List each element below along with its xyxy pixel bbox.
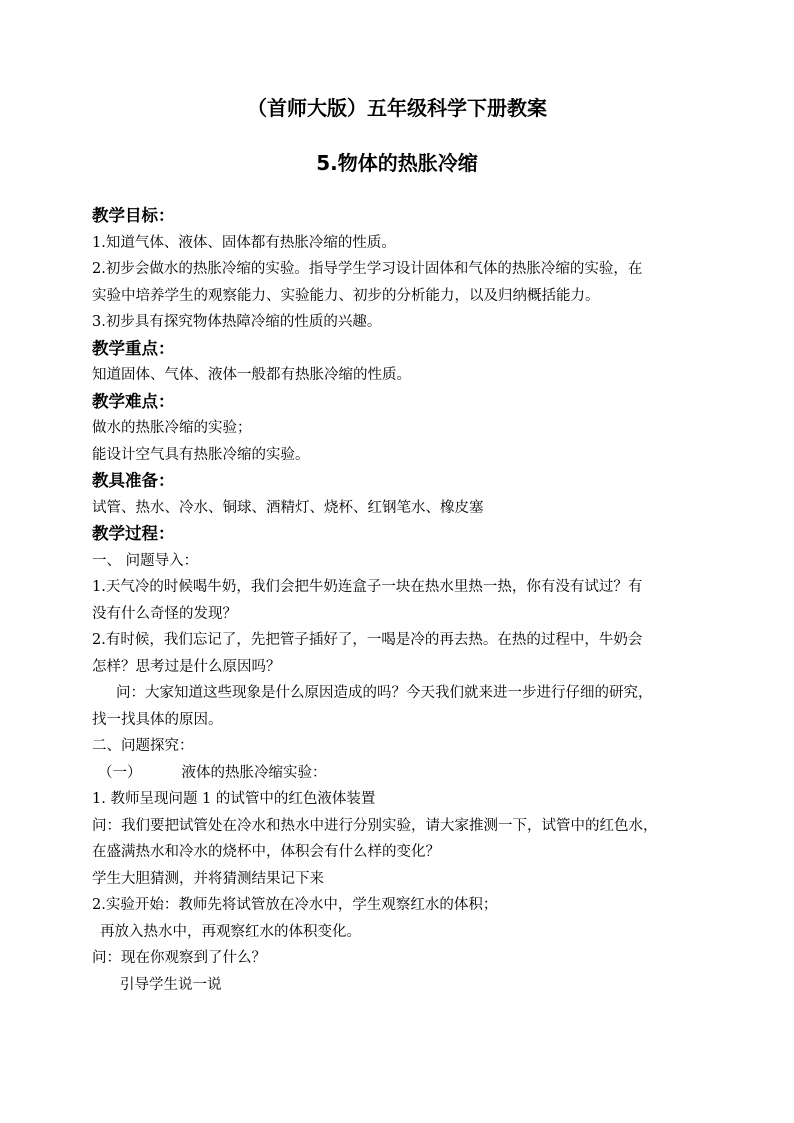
intro-line-2: 没有什么奇怪的发现？ <box>92 605 237 622</box>
process-heading: 教学过程： <box>92 524 175 543</box>
question-line-2: 找一找具体的原因。 <box>92 711 223 728</box>
question-line-1: 问：大家知道这些现象是什么原因造成的吗？今天我们就来进一步进行仔细的研究， <box>116 685 653 701</box>
step-1-line-1: 问：我们要把试管处在冷水和热水中进行分别实验，请大家推测一下，试管中的红色水， <box>92 817 658 834</box>
goal-line-2: 2.初步会做水的热胀冷缩的实验。指导学生学习设计固体和气体的热胀冷缩的实验，在 <box>92 261 643 277</box>
ask-line: 问：现在你观察到了什么？ <box>92 950 266 966</box>
subsection-title: 液体的热胀冷缩实验： <box>181 764 327 781</box>
goal-line-3: 实验中培养学生的观察能力、实验能力、初步的分析能力，以及归纳概括能力。 <box>92 287 600 304</box>
key-point-line-1: 知道固体、气体、液体一般都有热胀冷缩的性质。 <box>92 367 411 383</box>
difficulties-heading: 教学难点： <box>92 391 175 411</box>
goals-heading: 教学目标： <box>92 206 175 225</box>
key-points-heading: 教学重点： <box>92 338 175 358</box>
step-1-line-2: 在盛满热水和冷水的烧杯中，体积会有什么样的变化？ <box>92 844 440 860</box>
materials-heading: 教具准备： <box>92 471 175 490</box>
goal-line-1: 1.知道气体、液体、固体都有热胀冷缩的性质。 <box>92 234 396 251</box>
step-1: 1. 教师呈现问题 1 的试管中的红色液体装置 <box>92 791 376 807</box>
explore-label: 二、问题探究： <box>92 738 194 754</box>
intro-line-3: 2.有时候，我们忘记了，先把管子插好了，一喝是冷的再去热。在热的过程中，牛奶会 <box>92 632 643 648</box>
step-2-line-1: 2.实验开始：教师先将试管放在冷水中，学生观察红水的体积； <box>92 897 498 913</box>
document-title: （首师大版）五年级科学下册教案 <box>247 96 547 120</box>
intro-line-1: 1.天气冷的时候喝牛奶，我们会把牛奶连盒子一块在热水里热一热，你有没有试过？有 <box>92 579 643 595</box>
step-1-line-3: 学生大胆猜测，并将猜测结果记下来 <box>92 870 324 887</box>
document-body <box>92 203 704 998</box>
subsection-number: （一） <box>98 764 142 781</box>
intro-line-4: 怎样？思考过是什么原因吗？ <box>92 658 281 675</box>
lesson-title: 5.物体的热胀冷缩 <box>316 151 478 175</box>
subsection-liquid <box>92 760 704 787</box>
step-2-line-2: 再放入热水中，再观察红水的体积变化。 <box>100 923 361 940</box>
difficulty-line-1: 做水的热胀冷缩的实验； <box>92 420 252 436</box>
materials-line-1: 试管、热水、冷水、铜球、酒精灯、烧杯、红钢笔水、橡皮塞 <box>92 499 484 516</box>
intro-label: 一、 问题导入： <box>92 552 199 569</box>
difficulty-line-2: 能设计空气具有热胀冷缩的实验。 <box>92 446 310 463</box>
guide-line: 引导学生说一说 <box>120 976 222 993</box>
goal-line-4: 3.初步具有探究物体热障冷缩的性质的兴趣。 <box>92 314 382 330</box>
